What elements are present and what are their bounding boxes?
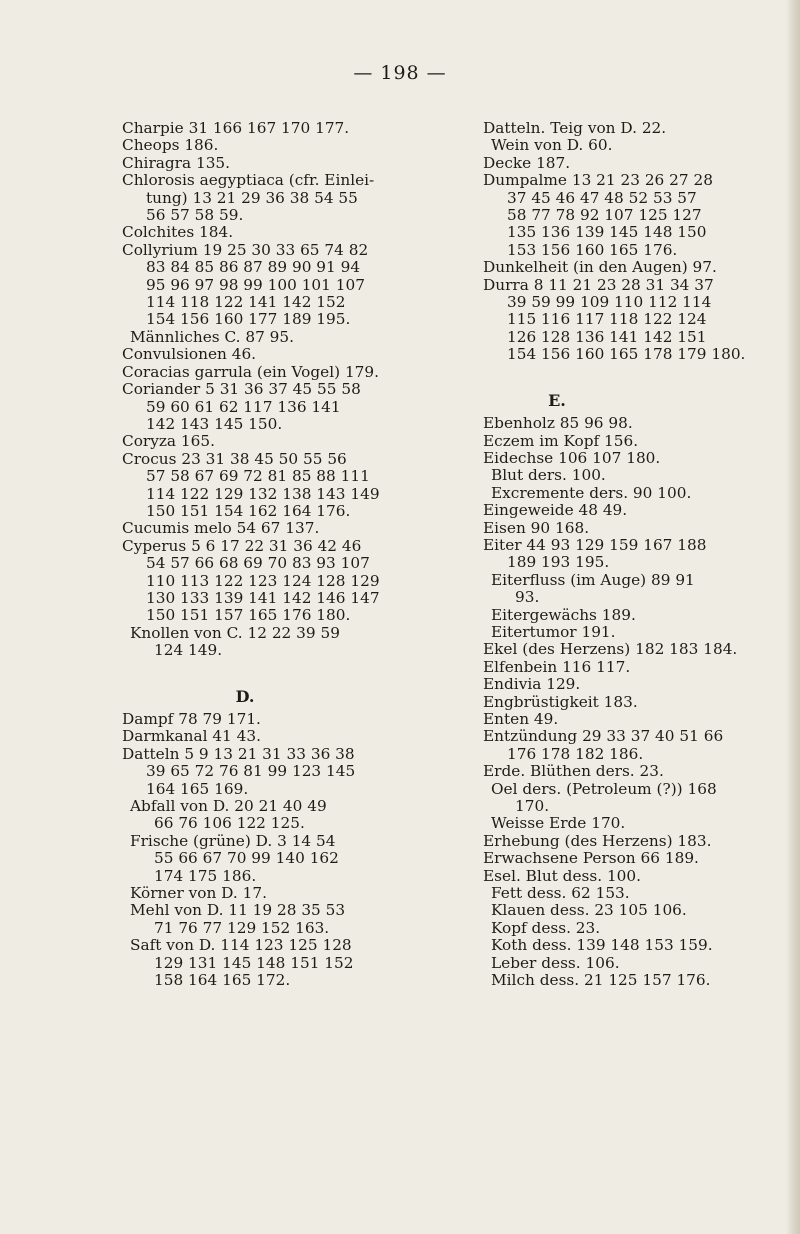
- index-entry: Erhebung (des Herzens) 183.: [483, 831, 712, 850]
- index-entry: Ebenholz 85 96 98.: [483, 414, 633, 433]
- index-entry: Datteln 5 9 13 21 31 33 36 38 39 65 72 76 81 99 123 145 164 165 169.: [122, 744, 356, 798]
- section-heading: E.: [548, 390, 566, 410]
- section-heading: D.: [235, 686, 255, 706]
- index-subentry: Eitergewächs 189.: [491, 605, 636, 624]
- index-entry: Engbrüstigkeit 183.: [483, 692, 638, 711]
- index-subentry: Koth dess. 139 148 153 159.: [491, 936, 713, 955]
- index-subentry: Abfall von D. 20 21 40 49 66 76 106 122 125.: [130, 797, 327, 833]
- index-entry: Cucumis melo 54 67 137.: [122, 519, 320, 538]
- index-entry: Datteln. Teig von D. 22.: [483, 119, 667, 137]
- index-entry: Chlorosis aegyptiaca (cfr. Einlei- tung) 13 21 29 36 38 54 55 56 57 58 59.: [122, 171, 375, 225]
- index-subentry: Mehl von D. 11 19 28 35 53 71 76 77 129 152 163.: [130, 901, 346, 937]
- index-subentry: Kopf dess. 23.: [491, 918, 601, 937]
- index-entry: Crocus 23 31 38 45 50 55 56 57 58 67 69 72 81 85 88 111 114 122 129 132 138 143 149 150 151 154 162 164 176.: [122, 449, 380, 520]
- index-entry: Erwachsene Person 66 189.: [483, 849, 699, 868]
- index-subentry: Frische (grüne) D. 3 14 54 55 66 67 70 99 140 162 174 175 186.: [130, 831, 339, 885]
- index-entry: Convulsionen 46.: [122, 345, 257, 364]
- index-subentry: Saft von D. 114 123 125 128 129 131 145 148 151 152 158 164 165 172.: [130, 936, 354, 990]
- index-entry: Eiter 44 93 129 159 167 188 189 193 195.: [483, 535, 707, 572]
- index-entry: Coryza 165.: [122, 432, 215, 451]
- index-subentry: Blut ders. 100.: [491, 466, 606, 485]
- index-entry: Darmkanal 41 43.: [122, 727, 261, 746]
- index-subentry: Oel ders. (Petroleum (?)) 168 170.: [491, 779, 717, 816]
- index-entry: Esel. Blut dess. 100.: [483, 866, 642, 885]
- index-entry: Eingeweide 48 49.: [483, 501, 628, 520]
- index-entry: Dunkelheit (in den Augen) 97.: [483, 258, 717, 277]
- index-entry: Cyperus 5 6 17 22 31 36 42 46 54 57 66 68 69 70 83 93 107 110 113 122 123 124 128 129 130 133 139 141 142 146 147 150 151 157 165 176 180.: [122, 536, 380, 625]
- index-entry: Enten 49.: [483, 710, 559, 728]
- index-subentry: Wein von D. 60.: [491, 136, 613, 155]
- index-entry: Cheops 186.: [122, 136, 219, 155]
- index-entry: Dampf 78 79 171.: [122, 710, 261, 728]
- index-entry: Eczem im Kopf 156.: [483, 431, 639, 450]
- index-entry: Decke 187.: [483, 153, 571, 172]
- index-entry: Endivia 129.: [483, 675, 581, 694]
- index-subentry: Männliches C. 87 95.: [130, 327, 294, 346]
- index-entry: Durra 8 11 21 23 28 31 34 37 39 59 99 109 110 112 114 115 116 117 118 122 124 126 128 136 141 142 151 154 156 160 165 178 179 180.: [483, 275, 746, 364]
- index-subentry: Eiterfluss (im Auge) 89 91 93.: [491, 570, 695, 607]
- left-index-column: [122, 120, 468, 990]
- index-entry: Elfenbein 116 117.: [483, 657, 631, 676]
- index-entry: Entzündung 29 33 37 40 51 66 176 178 182 186.: [483, 727, 724, 763]
- index-entry: Coracias garrula (ein Vogel) 179.: [122, 362, 380, 381]
- index-entry: Erde. Blüthen ders. 23.: [483, 762, 664, 781]
- index-subentry: Knollen von C. 12 22 39 59 124 149.: [130, 623, 340, 660]
- index-subentry: Klauen dess. 23 105 106.: [491, 901, 687, 920]
- index-subentry: Eitertumor 191.: [491, 622, 616, 641]
- index-entry: Charpie 31 166 167 170 177.: [122, 119, 350, 137]
- index-subentry: Fett dess. 62 153.: [491, 884, 630, 903]
- index-entry: Colchites 184.: [122, 223, 234, 242]
- index-entry: Coriander 5 31 36 37 45 55 58 59 60 61 62 117 136 141 142 143 145 150.: [122, 380, 361, 433]
- index-subentry: Körner von D. 17.: [130, 884, 267, 903]
- page-number: — 198 —: [353, 62, 447, 84]
- index-subentry: Milch dess. 21 125 157 176.: [491, 971, 711, 990]
- index-entry: Eisen 90 168.: [483, 518, 590, 537]
- page-edge-shadow: [786, 0, 800, 1234]
- index-entry: Collyrium 19 25 30 33 65 74 82 83 84 85 86 87 89 90 91 94 95 96 97 98 99 100 101 107 114 118 122 141 142 152 154 156 160 177 189 195.: [122, 240, 369, 329]
- right-index-column: [483, 120, 791, 990]
- index-subentry: Weisse Erde 170.: [491, 814, 626, 833]
- index-entry: Chiragra 135.: [122, 153, 231, 172]
- index-entry: Eidechse 106 107 180.: [483, 448, 661, 467]
- index-entry: Dumpalme 13 21 23 26 27 28 37 45 46 47 48 52 53 57 58 77 78 92 107 125 127 135 136 139 145 148 150 153 156 160 165 176.: [483, 171, 713, 259]
- index-entry: Ekel (des Herzens) 182 183 184.: [483, 640, 738, 659]
- index-subentry: Leber dess. 106.: [491, 953, 620, 972]
- index-subentry: Excremente ders. 90 100.: [491, 483, 692, 502]
